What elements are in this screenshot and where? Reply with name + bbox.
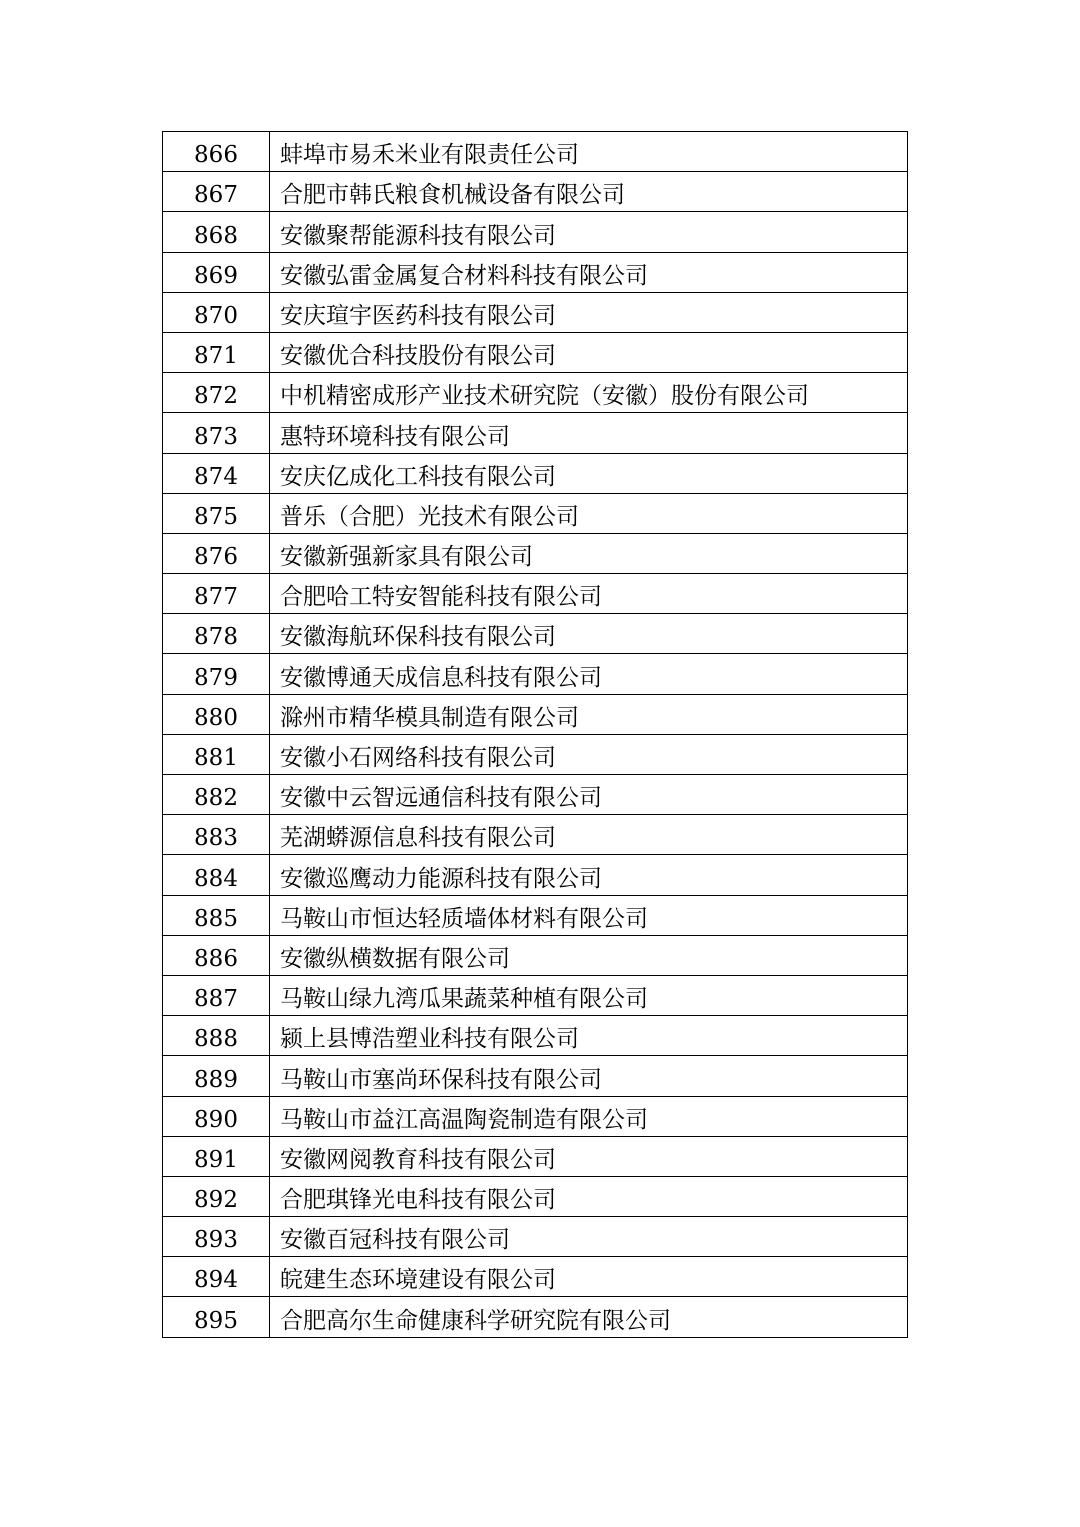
company-list-table bbox=[162, 131, 908, 1338]
row-number: 889 bbox=[163, 1056, 270, 1096]
company-name: 安徽新强新家具有限公司 bbox=[270, 533, 908, 573]
row-number: 891 bbox=[163, 1136, 270, 1176]
row-number: 883 bbox=[163, 815, 270, 855]
table-row bbox=[163, 1016, 908, 1056]
row-number: 874 bbox=[163, 453, 270, 493]
table-row bbox=[163, 1257, 908, 1297]
row-number: 881 bbox=[163, 734, 270, 774]
company-name: 滁州市精华模具制造有限公司 bbox=[270, 694, 908, 734]
table-row bbox=[163, 1217, 908, 1257]
company-name: 合肥市韩氏粮食机械设备有限公司 bbox=[270, 172, 908, 212]
table-row bbox=[163, 935, 908, 975]
company-name: 安徽小石网络科技有限公司 bbox=[270, 734, 908, 774]
row-number: 894 bbox=[163, 1257, 270, 1297]
row-number: 866 bbox=[163, 132, 270, 172]
row-number: 878 bbox=[163, 614, 270, 654]
table-row bbox=[163, 172, 908, 212]
row-number: 870 bbox=[163, 292, 270, 332]
table-row bbox=[163, 815, 908, 855]
company-name: 安徽优合科技股份有限公司 bbox=[270, 332, 908, 372]
company-name: 安徽网阅教育科技有限公司 bbox=[270, 1136, 908, 1176]
row-number: 895 bbox=[163, 1297, 270, 1337]
company-name: 安徽百冠科技有限公司 bbox=[270, 1217, 908, 1257]
table-row bbox=[163, 292, 908, 332]
company-name: 芜湖蟒源信息科技有限公司 bbox=[270, 815, 908, 855]
row-number: 892 bbox=[163, 1176, 270, 1216]
company-name: 马鞍山绿九湾瓜果蔬菜种植有限公司 bbox=[270, 975, 908, 1015]
company-name: 安庆亿成化工科技有限公司 bbox=[270, 453, 908, 493]
row-number: 873 bbox=[163, 413, 270, 453]
row-number: 871 bbox=[163, 332, 270, 372]
company-name: 惠特环境科技有限公司 bbox=[270, 413, 908, 453]
company-name: 安徽海航环保科技有限公司 bbox=[270, 614, 908, 654]
table-row bbox=[163, 453, 908, 493]
company-name: 合肥哈工特安智能科技有限公司 bbox=[270, 574, 908, 614]
table-row bbox=[163, 493, 908, 533]
row-number: 885 bbox=[163, 895, 270, 935]
table-row bbox=[163, 373, 908, 413]
row-number: 879 bbox=[163, 654, 270, 694]
company-name: 皖建生态环境建设有限公司 bbox=[270, 1257, 908, 1297]
row-number: 869 bbox=[163, 252, 270, 292]
company-name: 中机精密成形产业技术研究院（安徽）股份有限公司 bbox=[270, 373, 908, 413]
table-row bbox=[163, 533, 908, 573]
table-row bbox=[163, 132, 908, 172]
row-number: 884 bbox=[163, 855, 270, 895]
table-row bbox=[163, 734, 908, 774]
company-name: 合肥高尔生命健康科学研究院有限公司 bbox=[270, 1297, 908, 1337]
row-number: 872 bbox=[163, 373, 270, 413]
table-row bbox=[163, 252, 908, 292]
table-row bbox=[163, 413, 908, 453]
company-name: 马鞍山市益江高温陶瓷制造有限公司 bbox=[270, 1096, 908, 1136]
company-name: 安徽巡鹰动力能源科技有限公司 bbox=[270, 855, 908, 895]
company-name: 马鞍山市塞尚环保科技有限公司 bbox=[270, 1056, 908, 1096]
table-row bbox=[163, 694, 908, 734]
table-row bbox=[163, 1056, 908, 1096]
table-row bbox=[163, 855, 908, 895]
table-row bbox=[163, 1176, 908, 1216]
row-number: 882 bbox=[163, 775, 270, 815]
company-name: 安徽弘雷金属复合材料科技有限公司 bbox=[270, 252, 908, 292]
table-row bbox=[163, 1096, 908, 1136]
company-name: 安徽博通天成信息科技有限公司 bbox=[270, 654, 908, 694]
row-number: 868 bbox=[163, 212, 270, 252]
row-number: 876 bbox=[163, 533, 270, 573]
company-name: 安庆瑄宇医药科技有限公司 bbox=[270, 292, 908, 332]
table-row bbox=[163, 775, 908, 815]
row-number: 887 bbox=[163, 975, 270, 1015]
company-name: 马鞍山市恒达轻质墙体材料有限公司 bbox=[270, 895, 908, 935]
company-name: 安徽中云智远通信科技有限公司 bbox=[270, 775, 908, 815]
row-number: 875 bbox=[163, 493, 270, 533]
table-row bbox=[163, 614, 908, 654]
table-row bbox=[163, 574, 908, 614]
table-row bbox=[163, 332, 908, 372]
company-name: 安徽纵横数据有限公司 bbox=[270, 935, 908, 975]
company-list-body bbox=[163, 132, 908, 1338]
row-number: 890 bbox=[163, 1096, 270, 1136]
row-number: 880 bbox=[163, 694, 270, 734]
company-name: 合肥琪锋光电科技有限公司 bbox=[270, 1176, 908, 1216]
row-number: 867 bbox=[163, 172, 270, 212]
row-number: 893 bbox=[163, 1217, 270, 1257]
company-name: 蚌埠市易禾米业有限责任公司 bbox=[270, 132, 908, 172]
table-row bbox=[163, 654, 908, 694]
company-name: 普乐（合肥）光技术有限公司 bbox=[270, 493, 908, 533]
table-row bbox=[163, 895, 908, 935]
row-number: 877 bbox=[163, 574, 270, 614]
company-name: 安徽聚帮能源科技有限公司 bbox=[270, 212, 908, 252]
table-row bbox=[163, 1297, 908, 1337]
row-number: 888 bbox=[163, 1016, 270, 1056]
table-row bbox=[163, 1136, 908, 1176]
row-number: 886 bbox=[163, 935, 270, 975]
table-row bbox=[163, 212, 908, 252]
company-name: 颍上县博浩塑业科技有限公司 bbox=[270, 1016, 908, 1056]
table-row bbox=[163, 975, 908, 1015]
